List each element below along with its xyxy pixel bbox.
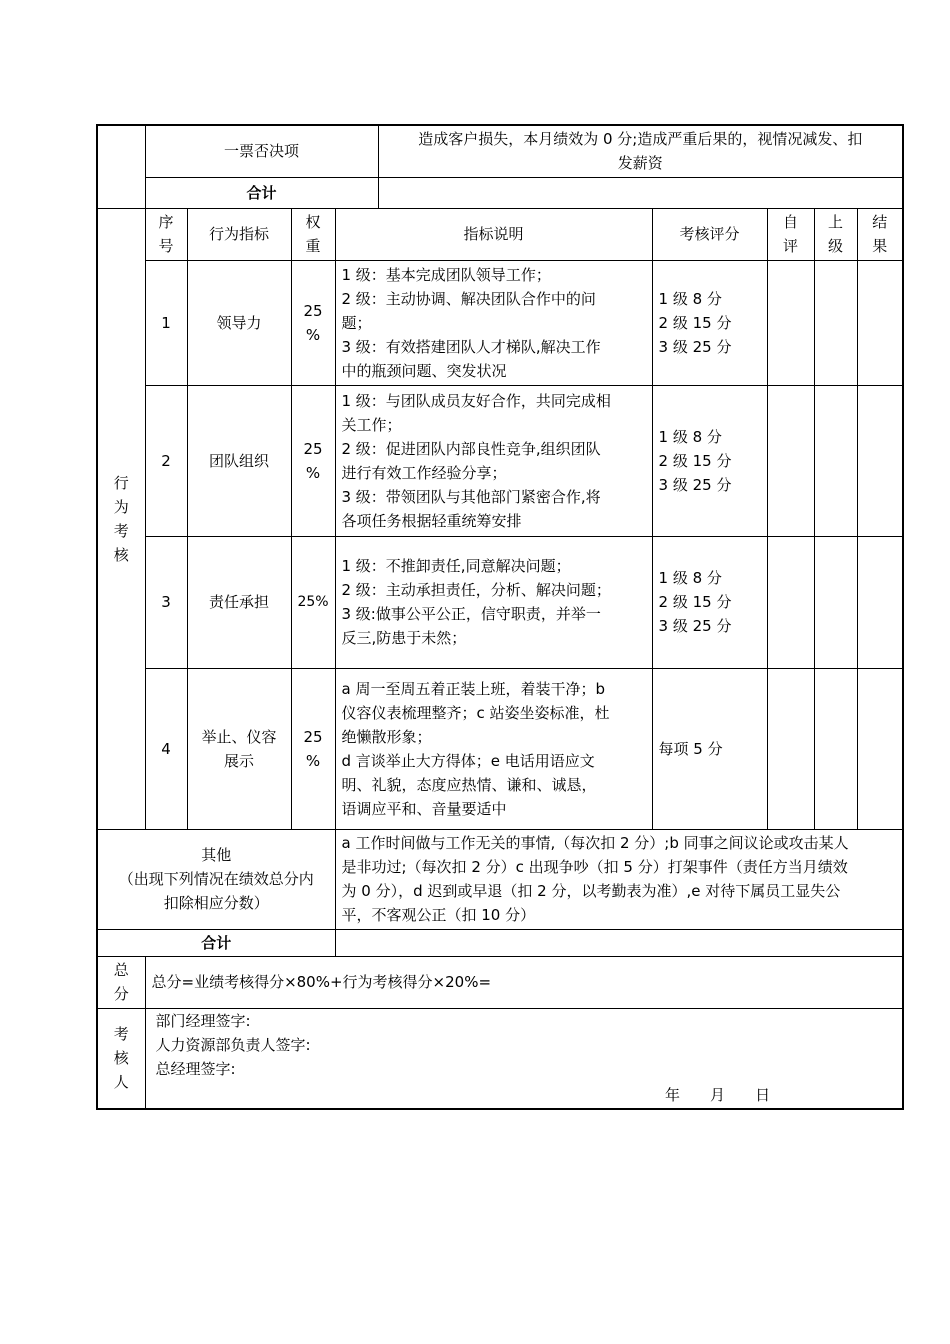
subtotal-value-1 xyxy=(378,177,903,208)
behavior-header-row xyxy=(97,208,903,260)
subtotal-value-2 xyxy=(335,929,903,956)
row-indicator: 举止、仪容 展示 xyxy=(187,668,291,829)
other-label: 其他 （出现下列情况在绩效总分内 扣除相应分数） xyxy=(97,829,335,929)
veto-row xyxy=(97,125,903,177)
row-self-eval[interactable] xyxy=(767,536,814,668)
header-seq: 序 号 xyxy=(145,208,187,260)
other-deductions-row xyxy=(97,829,903,929)
table-row xyxy=(97,668,903,829)
row-description: a 周一至周五着正装上班，着装干净；b 仪容仪表梳理整齐；c 站姿坐姿标准，杜 绝懒散形象； d 言谈举止大方得体；e 电话用语应文 明、礼貌，态度应热情、谦和、诚恳， 语调应平和、音量要适中 xyxy=(335,668,652,829)
row-scoring: 1 级 8 分 2 级 15 分 3 级 25 分 xyxy=(652,260,767,385)
row-indicator: 团队组织 xyxy=(187,385,291,536)
row-superior-eval[interactable] xyxy=(814,536,857,668)
row-weight: 25 % xyxy=(291,668,335,829)
signature-date: 年 月 日 xyxy=(665,1086,771,1105)
table-row xyxy=(97,385,903,536)
reviewer-label: 考 核 人 xyxy=(97,1008,145,1109)
subtotal-row-2 xyxy=(97,929,903,956)
row-indicator: 领导力 xyxy=(187,260,291,385)
row-scoring: 每项 5 分 xyxy=(652,668,767,829)
row-description: 1 级：与团队成员友好合作，共同完成相 关工作； 2 级：促进团队内部良性竞争,组织团队 进行有效工作经验分享； 3 级：带领团队与其他部门紧密合作,将 各项任务根据轻重统筹安排 xyxy=(335,385,652,536)
header-scoring: 考核评分 xyxy=(652,208,767,260)
row-seq: 3 xyxy=(145,536,187,668)
hr-head-signature[interactable]: 人力资源部负责人签字: xyxy=(155,1036,311,1055)
veto-label: 一票否决项 xyxy=(145,125,378,177)
subtotal-label-1: 合计 xyxy=(145,177,378,208)
header-superior-eval: 上 级 xyxy=(814,208,857,260)
row-superior-eval[interactable] xyxy=(814,260,857,385)
row-seq: 1 xyxy=(145,260,187,385)
header-description: 指标说明 xyxy=(335,208,652,260)
row-result[interactable] xyxy=(857,260,903,385)
row-scoring: 1 级 8 分 2 级 15 分 3 级 25 分 xyxy=(652,385,767,536)
row-self-eval[interactable] xyxy=(767,668,814,829)
total-label: 总 分 xyxy=(97,956,145,1008)
other-description: a 工作时间做与工作无关的事情,（每次扣 2 分）;b 同事之间议论或攻击某人 是非功过;（每次扣 2 分）c 出现争吵（扣 5 分）打架事件（责任方当月绩效 为 0 分），d 迟到或早退（扣 2 分，以考勤表为准）,e 对待下属员工显失公 平，不客观公正（扣 10 分） xyxy=(335,829,903,929)
row-scoring: 1 级 8 分 2 级 15 分 3 级 25 分 xyxy=(652,536,767,668)
header-indicator: 行为指标 xyxy=(187,208,291,260)
total-score-row xyxy=(97,956,903,1008)
row-result[interactable] xyxy=(857,668,903,829)
header-result: 结 果 xyxy=(857,208,903,260)
table-row xyxy=(97,260,903,385)
performance-appraisal-table xyxy=(96,124,904,1110)
behavior-section-label: 行 为 考 核 xyxy=(97,208,145,829)
header-self-eval: 自 评 xyxy=(767,208,814,260)
row-weight: 25% xyxy=(291,536,335,668)
row-description: 1 级：不推卸责任,同意解决问题； 2 级：主动承担责任，分析、解决问题； 3 级:做事公平公正，信守职责，并举一 反三,防患于未然； xyxy=(335,536,652,668)
table-row xyxy=(97,536,903,668)
reviewer-signatures xyxy=(145,1008,903,1109)
row-weight: 25 % xyxy=(291,260,335,385)
header-weight: 权 重 xyxy=(291,208,335,260)
row-weight: 25 % xyxy=(291,385,335,536)
row-result[interactable] xyxy=(857,385,903,536)
row-self-eval[interactable] xyxy=(767,260,814,385)
row-superior-eval[interactable] xyxy=(814,668,857,829)
reviewer-row xyxy=(97,1008,903,1109)
general-manager-signature[interactable]: 总经理签字: xyxy=(155,1060,236,1079)
row-superior-eval[interactable] xyxy=(814,385,857,536)
dept-manager-signature[interactable]: 部门经理签字: xyxy=(155,1012,251,1031)
total-formula: 总分=业绩考核得分×80%+行为考核得分×20%= xyxy=(145,956,903,1008)
veto-description: 造成客户损失，本月绩效为 0 分;造成严重后果的，视情况减发、扣 发薪资 xyxy=(378,125,903,177)
subtotal-row-1 xyxy=(97,177,903,208)
subtotal-label-2: 合计 xyxy=(97,929,335,956)
row-description: 1 级：基本完成团队领导工作； 2 级：主动协调、解决团队合作中的问 题； 3 级：有效搭建团队人才梯队,解决工作 中的瓶颈问题、突发状况 xyxy=(335,260,652,385)
row-result[interactable] xyxy=(857,536,903,668)
row-indicator: 责任承担 xyxy=(187,536,291,668)
row-seq: 4 xyxy=(145,668,187,829)
top-left-blank-cell xyxy=(97,125,145,208)
row-self-eval[interactable] xyxy=(767,385,814,536)
row-seq: 2 xyxy=(145,385,187,536)
